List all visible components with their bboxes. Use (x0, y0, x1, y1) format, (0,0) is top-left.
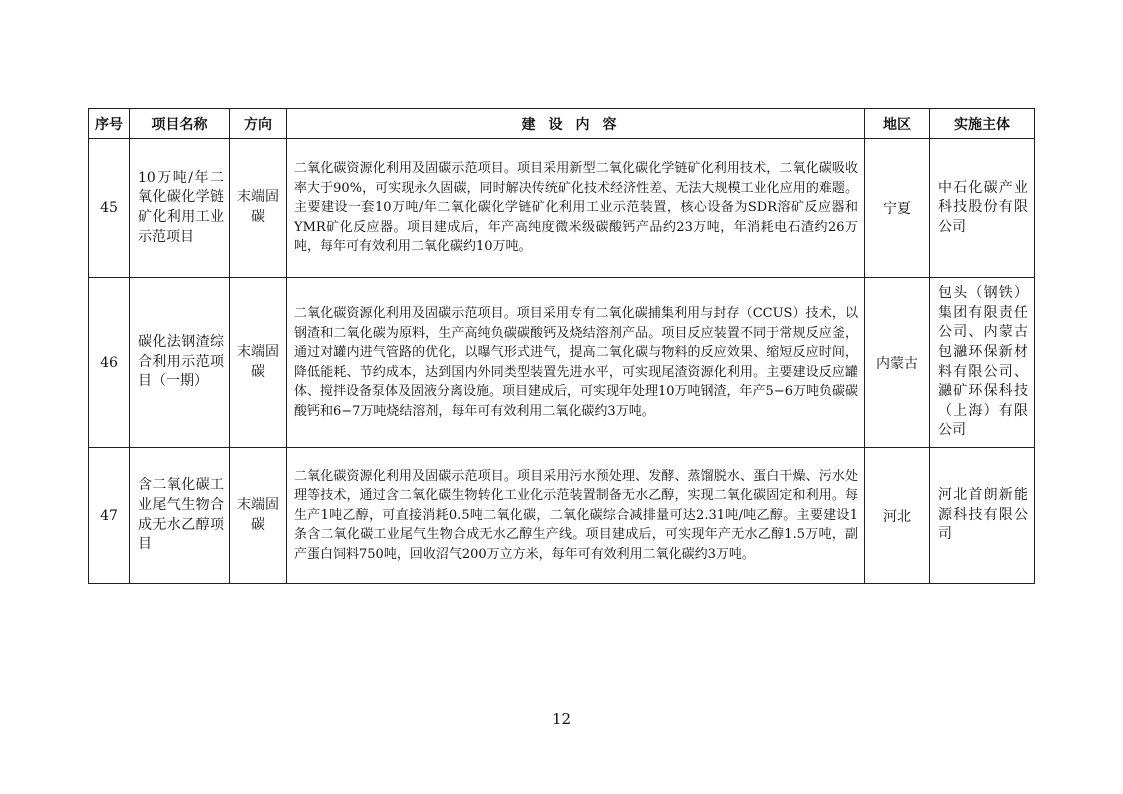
table-row (89, 448, 1035, 584)
row-region: 宁夏 (865, 139, 930, 278)
row-content: 二氧化碳资源化利用及固碳示范项目。项目采用污水预处理、发酵、蒸馏脱水、蛋白干燥、污水处理等技术，通过含二氧化碳生物转化工业化示范装置制备无水乙醇，实现二氧化碳固定和利用。每生产1吨乙醇，可直接消耗0.5吨二氧化碳，二氧化碳综合减排量可达2.31吨/吨乙醇。主要建设1条含二氧化碳工业尾气生物合成无水乙醇生产线。项目建成后，可实现年产无水乙醇1.5万吨，副产蛋白饲料750吨，回收沼气200万立方米，每年可有效利用二氧化碳约3万吨。 (287, 448, 865, 584)
header-implementer: 实施主体 (930, 109, 1035, 139)
row-implementer: 中石化碳产业科技股份有限公司 (930, 139, 1035, 278)
page-number: 12 (551, 710, 572, 728)
project-table (88, 108, 1035, 584)
header-region: 地区 (865, 109, 930, 139)
table-row (89, 139, 1035, 278)
row-direction: 末端固碳 (230, 448, 287, 584)
row-project-name: 含二氧化碳工业尾气生物合成无水乙醇项目 (130, 448, 230, 584)
header-direction: 方向 (230, 109, 287, 139)
row-region: 内蒙古 (865, 278, 930, 448)
header-project-name: 项目名称 (130, 109, 230, 139)
header-content: 建设内容 (287, 109, 865, 139)
row-implementer: 河北首朗新能源科技有限公司 (930, 448, 1035, 584)
row-content: 二氧化碳资源化利用及固碳示范项目。项目采用新型二氧化碳化学链矿化利用技术，二氧化碳吸收率大于90%，可实现永久固碳，同时解决传统矿化技术经济性差、无法大规模工业化应用的难题。主要建设一套10万吨/年二氧化碳化学链矿化利用工业示范装置，核心设备为SDR溶矿反应器和YMR矿化反应器。项目建成后，年产高纯度微米级碳酸钙产品约23万吨，年消耗电石渣约26万吨，每年可有效利用二氧化碳约10万吨。 (287, 139, 865, 278)
table-row (89, 278, 1035, 448)
row-direction: 末端固碳 (230, 278, 287, 448)
table-header-row (89, 109, 1035, 139)
row-region: 河北 (865, 448, 930, 584)
row-content: 二氧化碳资源化利用及固碳示范项目。项目采用专有二氧化碳捕集利用与封存（CCUS）技术，以钢渣和二氧化碳为原料，生产高纯负碳碳酸钙及烧结溶剂产品。项目反应装置不同于常规反应釜，通过对罐内进气管路的优化，以曝气形式进气，提高二氧化碳与物料的反应效果、缩短反应时间，降低能耗、节约成本，达到国内外同类型装置先进水平，可实现尾渣资源化利用。主要建设反应罐体、搅拌设备泵体及固液分离设施。项目建成后，可实现年处理10万吨钢渣，年产5−6万吨负碳碳酸钙和6−7万吨烧结溶剂，每年可有效利用二氧化碳约3万吨。 (287, 278, 865, 448)
row-direction: 末端固碳 (230, 139, 287, 278)
row-serial-no: 45 (89, 139, 130, 278)
row-project-name: 10万吨/年二氧化碳化学链矿化利用工业示范项目 (130, 139, 230, 278)
row-serial-no: 46 (89, 278, 130, 448)
row-project-name: 碳化法钢渣综合利用示范项目（一期） (130, 278, 230, 448)
row-implementer: 包头（钢铁）集团有限责任公司、内蒙古包瀜环保新材料有限公司、瀜矿环保科技（上海）有限公司 (930, 278, 1035, 448)
header-serial-no: 序号 (89, 109, 130, 139)
row-serial-no: 47 (89, 448, 130, 584)
